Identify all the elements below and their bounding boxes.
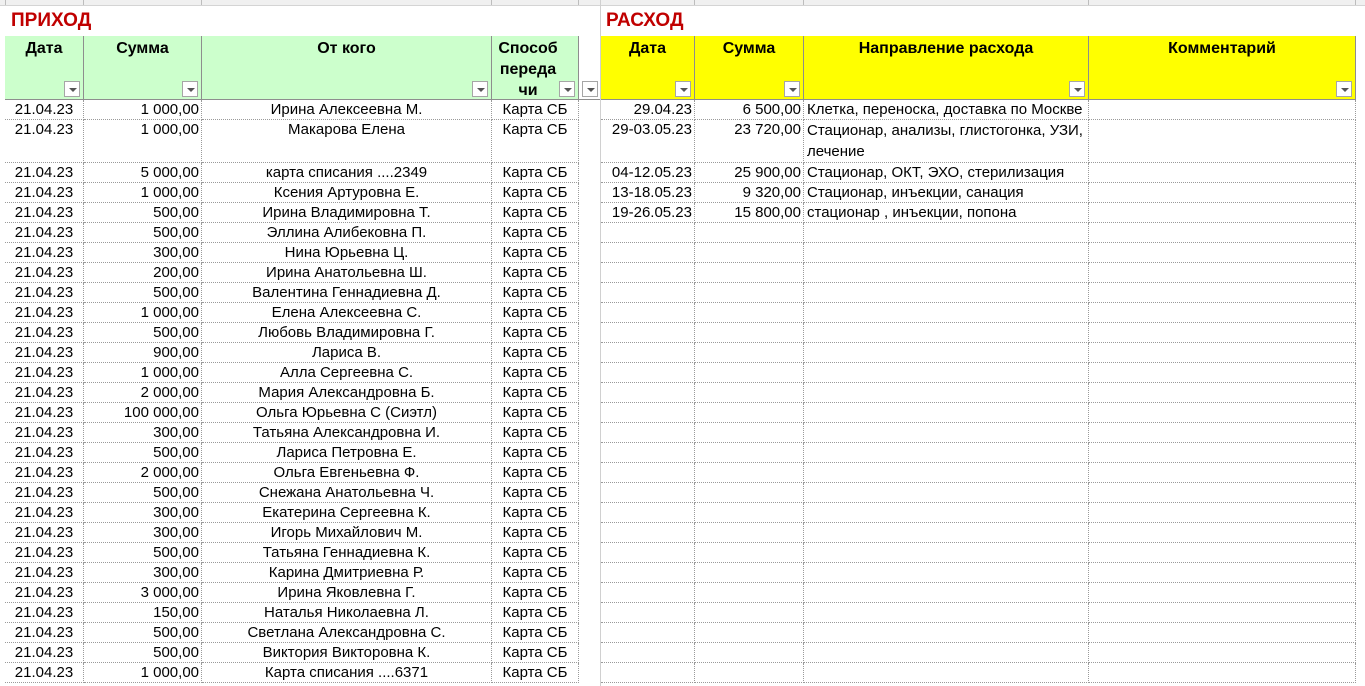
income-cell-date[interactable]: 21.04.23 bbox=[5, 623, 84, 643]
expense-cell-sum[interactable] bbox=[695, 243, 804, 263]
income-cell-method[interactable]: Карта СБ bbox=[492, 223, 579, 243]
expense-cell-date[interactable] bbox=[601, 303, 695, 323]
income-cell-date[interactable]: 21.04.23 bbox=[5, 463, 84, 483]
income-cell-method[interactable]: Карта СБ bbox=[492, 643, 579, 663]
expense-cell-direction[interactable]: Стационар, ОКТ, ЭХО, стерилизация bbox=[804, 163, 1089, 183]
expense-cell-sum[interactable] bbox=[695, 303, 804, 323]
income-cell-sum[interactable]: 1 000,00 bbox=[84, 663, 202, 683]
expense-cell-date[interactable] bbox=[601, 463, 695, 483]
expense-cell-comment[interactable] bbox=[1089, 243, 1356, 263]
expense-cell-direction[interactable] bbox=[804, 443, 1089, 463]
expense-cell-date[interactable] bbox=[601, 483, 695, 503]
income-cell-method[interactable]: Карта СБ bbox=[492, 443, 579, 463]
expense-cell-direction[interactable] bbox=[804, 223, 1089, 243]
income-cell-date[interactable]: 21.04.23 bbox=[5, 503, 84, 523]
expense-cell-date[interactable] bbox=[601, 343, 695, 363]
expense-cell-direction[interactable] bbox=[804, 403, 1089, 423]
filter-dropdown-icon[interactable] bbox=[582, 81, 598, 97]
filter-dropdown-icon[interactable] bbox=[1069, 81, 1085, 97]
income-cell-date[interactable]: 21.04.23 bbox=[5, 543, 84, 563]
income-cell-method[interactable]: Карта СБ bbox=[492, 403, 579, 423]
expense-cell-date[interactable] bbox=[601, 623, 695, 643]
expense-cell-direction[interactable] bbox=[804, 643, 1089, 663]
income-cell-sum[interactable]: 2 000,00 bbox=[84, 383, 202, 403]
income-header-sum-label: Сумма bbox=[116, 40, 169, 57]
income-cell-method[interactable]: Карта СБ bbox=[492, 503, 579, 523]
income-cell-date[interactable]: 21.04.23 bbox=[5, 363, 84, 383]
income-cell-from[interactable]: Наталья Николаевна Л. bbox=[202, 603, 492, 623]
income-cell-method[interactable]: Карта СБ bbox=[492, 263, 579, 283]
filter-dropdown-icon[interactable] bbox=[675, 81, 691, 97]
income-cell-sum[interactable]: 1 000,00 bbox=[84, 100, 202, 120]
income-cell-sum[interactable]: 300,00 bbox=[84, 243, 202, 263]
expense-cell-sum[interactable] bbox=[695, 403, 804, 423]
expense-cell-comment[interactable] bbox=[1089, 403, 1356, 423]
expense-cell-direction[interactable] bbox=[804, 323, 1089, 343]
income-cell-method[interactable]: Карта СБ bbox=[492, 243, 579, 263]
expense-cell-date[interactable] bbox=[601, 603, 695, 623]
income-header-from-label: От кого bbox=[317, 40, 376, 57]
filter-dropdown-icon[interactable] bbox=[784, 81, 800, 97]
expense-cell-comment[interactable] bbox=[1089, 383, 1356, 403]
income-cell-method[interactable]: Карта СБ bbox=[492, 463, 579, 483]
income-cell-date[interactable]: 21.04.23 bbox=[5, 523, 84, 543]
income-cell-sum[interactable]: 300,00 bbox=[84, 523, 202, 543]
income-cell-sum[interactable]: 500,00 bbox=[84, 283, 202, 303]
income-cell-sum[interactable]: 500,00 bbox=[84, 223, 202, 243]
income-cell-from[interactable]: Ирина Владимировна Т. bbox=[202, 203, 492, 223]
income-header-method bbox=[492, 36, 579, 100]
income-cell-sum[interactable]: 1 000,00 bbox=[84, 120, 202, 163]
income-header-method-label: Способ передачи bbox=[498, 40, 558, 99]
income-cell-method[interactable]: Карта СБ bbox=[492, 363, 579, 383]
expense-cell-date[interactable] bbox=[601, 423, 695, 443]
income-cell-method[interactable]: Карта СБ bbox=[492, 423, 579, 443]
expense-cell-sum[interactable] bbox=[695, 563, 804, 583]
expense-cell-comment[interactable] bbox=[1089, 463, 1356, 483]
expense-cell-direction[interactable] bbox=[804, 243, 1089, 263]
income-cell-sum[interactable]: 500,00 bbox=[84, 643, 202, 663]
income-cell-from[interactable]: Елена Алексеевна С. bbox=[202, 303, 492, 323]
expense-cell-comment[interactable] bbox=[1089, 483, 1356, 503]
expense-cell-comment[interactable] bbox=[1089, 100, 1356, 120]
expense-cell-date[interactable] bbox=[601, 363, 695, 383]
expense-cell-comment[interactable] bbox=[1089, 163, 1356, 183]
filter-dropdown-icon[interactable] bbox=[64, 81, 80, 97]
income-cell-date[interactable]: 21.04.23 bbox=[5, 183, 84, 203]
income-cell-method[interactable]: Карта СБ bbox=[492, 203, 579, 223]
income-cell-from[interactable]: Ксения Артуровна Е. bbox=[202, 183, 492, 203]
income-cell-from[interactable]: Нина Юрьевна Ц. bbox=[202, 243, 492, 263]
income-cell-sum[interactable]: 200,00 bbox=[84, 263, 202, 283]
expense-cell-date[interactable] bbox=[601, 563, 695, 583]
income-cell-date[interactable]: 21.04.23 bbox=[5, 583, 84, 603]
expense-cell-direction[interactable] bbox=[804, 483, 1089, 503]
expense-cell-sum[interactable] bbox=[695, 583, 804, 603]
income-cell-method[interactable]: Карта СБ bbox=[492, 100, 579, 120]
income-cell-method[interactable]: Карта СБ bbox=[492, 323, 579, 343]
expense-cell-comment[interactable] bbox=[1089, 203, 1356, 223]
expense-cell-date[interactable]: 13-18.05.23 bbox=[601, 183, 695, 203]
expense-cell-comment[interactable] bbox=[1089, 623, 1356, 643]
expense-cell-sum[interactable] bbox=[695, 523, 804, 543]
expense-cell-date[interactable] bbox=[601, 323, 695, 343]
expense-cell-comment[interactable] bbox=[1089, 363, 1356, 383]
expense-cell-direction[interactable] bbox=[804, 463, 1089, 483]
income-cell-sum[interactable]: 1 000,00 bbox=[84, 183, 202, 203]
income-cell-sum[interactable]: 100 000,00 bbox=[84, 403, 202, 423]
income-cell-from[interactable]: Карта списания ....6371 bbox=[202, 663, 492, 683]
expense-cell-date[interactable] bbox=[601, 283, 695, 303]
expense-cell-sum[interactable]: 25 900,00 bbox=[695, 163, 804, 183]
expense-cell-sum[interactable] bbox=[695, 643, 804, 663]
income-title: ПРИХОД bbox=[11, 10, 92, 31]
income-cell-sum[interactable]: 5 000,00 bbox=[84, 163, 202, 183]
income-cell-date[interactable]: 21.04.23 bbox=[5, 423, 84, 443]
expense-cell-comment[interactable] bbox=[1089, 523, 1356, 543]
expense-cell-date[interactable] bbox=[601, 383, 695, 403]
filter-dropdown-icon[interactable] bbox=[1336, 81, 1352, 97]
expense-cell-sum[interactable] bbox=[695, 603, 804, 623]
expense-cell-direction[interactable] bbox=[804, 543, 1089, 563]
income-cell-date[interactable]: 21.04.23 bbox=[5, 243, 84, 263]
income-cell-from[interactable]: Светлана Александровна С. bbox=[202, 623, 492, 643]
expense-cell-date[interactable] bbox=[601, 443, 695, 463]
expense-cell-direction[interactable] bbox=[804, 343, 1089, 363]
expense-cell-sum[interactable] bbox=[695, 223, 804, 243]
income-cell-method[interactable]: Карта СБ bbox=[492, 663, 579, 683]
income-cell-date[interactable]: 21.04.23 bbox=[5, 303, 84, 323]
expense-cell-comment[interactable] bbox=[1089, 563, 1356, 583]
expense-cell-sum[interactable] bbox=[695, 663, 804, 683]
income-cell-sum[interactable]: 3 000,00 bbox=[84, 583, 202, 603]
income-cell-from[interactable]: Алла Сергеевна С. bbox=[202, 363, 492, 383]
income-cell-from[interactable]: карта списания ....2349 bbox=[202, 163, 492, 183]
expense-cell-sum[interactable] bbox=[695, 503, 804, 523]
expense-cell-sum[interactable] bbox=[695, 283, 804, 303]
income-cell-date[interactable]: 21.04.23 bbox=[5, 343, 84, 363]
expense-cell-sum[interactable] bbox=[695, 463, 804, 483]
expense-cell-comment[interactable] bbox=[1089, 283, 1356, 303]
expense-cell-sum[interactable] bbox=[695, 343, 804, 363]
expense-cell-comment[interactable] bbox=[1089, 223, 1356, 243]
expense-cell-comment[interactable] bbox=[1089, 543, 1356, 563]
expense-cell-direction[interactable] bbox=[804, 263, 1089, 283]
income-cell-from[interactable]: Игорь Михайлович М. bbox=[202, 523, 492, 543]
expense-header-comment-label: Комментарий bbox=[1168, 40, 1276, 57]
expense-cell-sum[interactable] bbox=[695, 383, 804, 403]
expense-header-date bbox=[601, 36, 695, 100]
expense-cell-date[interactable] bbox=[601, 643, 695, 663]
income-cell-sum[interactable]: 150,00 bbox=[84, 603, 202, 623]
income-cell-date[interactable]: 21.04.23 bbox=[5, 100, 84, 120]
expense-cell-sum[interactable] bbox=[695, 483, 804, 503]
income-cell-from[interactable]: Ирина Яковлевна Г. bbox=[202, 583, 492, 603]
expense-cell-direction[interactable]: Стационар, анализы, глистогонка, УЗИ, лечение bbox=[804, 120, 1089, 163]
expense-cell-sum[interactable]: 23 720,00 bbox=[695, 120, 804, 163]
income-cell-sum[interactable]: 1 000,00 bbox=[84, 363, 202, 383]
filter-dropdown-icon[interactable] bbox=[472, 81, 488, 97]
income-cell-from[interactable]: Татьяна Геннадиевна К. bbox=[202, 543, 492, 563]
expense-cell-direction[interactable] bbox=[804, 363, 1089, 383]
expense-cell-direction[interactable] bbox=[804, 423, 1089, 443]
expense-cell-comment[interactable] bbox=[1089, 323, 1356, 343]
income-cell-from[interactable]: Мария Александровна Б. bbox=[202, 383, 492, 403]
income-cell-method[interactable]: Карта СБ bbox=[492, 623, 579, 643]
expense-cell-date[interactable] bbox=[601, 403, 695, 423]
expense-table bbox=[601, 36, 1365, 686]
filter-dropdown-icon[interactable] bbox=[559, 81, 575, 97]
expense-cell-comment[interactable] bbox=[1089, 343, 1356, 363]
income-cell-date[interactable]: 21.04.23 bbox=[5, 483, 84, 503]
income-header-date-label: Дата bbox=[25, 40, 63, 57]
expense-cell-direction[interactable] bbox=[804, 603, 1089, 623]
income-cell-from[interactable]: Макарова Елена bbox=[202, 120, 492, 163]
expense-cell-direction[interactable] bbox=[804, 563, 1089, 583]
expense-cell-direction[interactable]: Стационар, инъекции, санация bbox=[804, 183, 1089, 203]
income-cell-from[interactable]: Ольга Евгеньевна Ф. bbox=[202, 463, 492, 483]
income-cell-method[interactable]: Карта СБ bbox=[492, 303, 579, 323]
expense-cell-sum[interactable] bbox=[695, 443, 804, 463]
expense-header-direction bbox=[804, 36, 1089, 100]
income-cell-from[interactable]: Лариса Петровна Е. bbox=[202, 443, 492, 463]
income-cell-from[interactable]: Карина Дмитриевна Р. bbox=[202, 563, 492, 583]
filter-dropdown-icon[interactable] bbox=[182, 81, 198, 97]
expense-cell-comment[interactable] bbox=[1089, 303, 1356, 323]
income-cell-sum[interactable]: 500,00 bbox=[84, 483, 202, 503]
income-cell-date[interactable]: 21.04.23 bbox=[5, 120, 84, 163]
income-cell-date[interactable]: 21.04.23 bbox=[5, 323, 84, 343]
income-cell-from[interactable]: Ирина Анатольевна Ш. bbox=[202, 263, 492, 283]
income-cell-from[interactable]: Ирина Алексеевна М. bbox=[202, 100, 492, 120]
income-cell-sum[interactable]: 300,00 bbox=[84, 423, 202, 443]
expense-cell-direction[interactable]: Клетка, переноска, доставка по Москве bbox=[804, 100, 1089, 120]
income-cell-method[interactable]: Карта СБ bbox=[492, 523, 579, 543]
income-cell-method[interactable]: Карта СБ bbox=[492, 343, 579, 363]
expense-header-date-label: Дата bbox=[628, 40, 667, 57]
expense-cell-date[interactable] bbox=[601, 223, 695, 243]
income-cell-from[interactable]: Виктория Викторовна К. bbox=[202, 643, 492, 663]
expense-cell-comment[interactable] bbox=[1089, 423, 1356, 443]
expense-cell-sum[interactable] bbox=[695, 423, 804, 443]
expense-cell-direction[interactable] bbox=[804, 303, 1089, 323]
expense-cell-sum[interactable] bbox=[695, 623, 804, 643]
expense-cell-comment[interactable] bbox=[1089, 583, 1356, 603]
income-cell-method[interactable]: Карта СБ bbox=[492, 483, 579, 503]
expense-cell-date[interactable] bbox=[601, 503, 695, 523]
expense-cell-comment[interactable] bbox=[1089, 263, 1356, 283]
expense-cell-date[interactable] bbox=[601, 663, 695, 683]
income-cell-from[interactable]: Татьяна Александровна И. bbox=[202, 423, 492, 443]
expense-cell-comment[interactable] bbox=[1089, 120, 1356, 163]
income-cell-date[interactable]: 21.04.23 bbox=[5, 663, 84, 683]
expense-header-direction-label: Направление расхода bbox=[858, 40, 1034, 57]
income-table bbox=[0, 36, 600, 686]
expense-header-comment bbox=[1089, 36, 1356, 100]
income-cell-from[interactable]: Любовь Владимировна Г. bbox=[202, 323, 492, 343]
expense-cell-date[interactable]: 19-26.05.23 bbox=[601, 203, 695, 223]
expense-cell-sum[interactable]: 9 320,00 bbox=[695, 183, 804, 203]
expense-cell-direction[interactable] bbox=[804, 503, 1089, 523]
income-cell-date[interactable]: 21.04.23 bbox=[5, 403, 84, 423]
expense-title: РАСХОД bbox=[606, 10, 684, 31]
expense-cell-date[interactable]: 29-03.05.23 bbox=[601, 120, 695, 163]
income-cell-date[interactable]: 21.04.23 bbox=[5, 263, 84, 283]
expense-cell-direction[interactable] bbox=[804, 283, 1089, 303]
expense-cell-comment[interactable] bbox=[1089, 643, 1356, 663]
income-cell-sum[interactable]: 300,00 bbox=[84, 503, 202, 523]
income-cell-method[interactable]: Карта СБ bbox=[492, 163, 579, 183]
income-cell-from[interactable]: Ольга Юрьевна С (Сиэтл) bbox=[202, 403, 492, 423]
expense-cell-comment[interactable] bbox=[1089, 663, 1356, 683]
income-cell-method[interactable]: Карта СБ bbox=[492, 183, 579, 203]
income-cell-method[interactable]: Карта СБ bbox=[492, 583, 579, 603]
expense-cell-direction[interactable] bbox=[804, 583, 1089, 603]
income-cell-method[interactable]: Карта СБ bbox=[492, 563, 579, 583]
income-cell-sum[interactable]: 1 000,00 bbox=[84, 303, 202, 323]
income-header-date bbox=[5, 36, 84, 100]
income-cell-sum[interactable]: 2 000,00 bbox=[84, 463, 202, 483]
extra-filter-cell bbox=[579, 36, 600, 100]
expense-cell-date[interactable] bbox=[601, 583, 695, 603]
income-cell-from[interactable]: Снежана Анатольевна Ч. bbox=[202, 483, 492, 503]
expense-cell-direction[interactable] bbox=[804, 523, 1089, 543]
column-header-strip bbox=[0, 0, 1365, 6]
expense-cell-date[interactable] bbox=[601, 243, 695, 263]
expense-cell-sum[interactable]: 6 500,00 bbox=[695, 100, 804, 120]
expense-cell-direction[interactable] bbox=[804, 663, 1089, 683]
expense-cell-date[interactable]: 04-12.05.23 bbox=[601, 163, 695, 183]
income-cell-date[interactable]: 21.04.23 bbox=[5, 643, 84, 663]
income-cell-sum[interactable]: 500,00 bbox=[84, 543, 202, 563]
expense-cell-sum[interactable] bbox=[695, 363, 804, 383]
income-cell-date[interactable]: 21.04.23 bbox=[5, 563, 84, 583]
income-cell-sum[interactable]: 500,00 bbox=[84, 203, 202, 223]
income-cell-from[interactable]: Лариса В. bbox=[202, 343, 492, 363]
expense-cell-date[interactable] bbox=[601, 523, 695, 543]
expense-cell-comment[interactable] bbox=[1089, 503, 1356, 523]
expense-cell-date[interactable] bbox=[601, 263, 695, 283]
expense-cell-date[interactable] bbox=[601, 543, 695, 563]
income-cell-sum[interactable]: 500,00 bbox=[84, 323, 202, 343]
income-cell-method[interactable]: Карта СБ bbox=[492, 603, 579, 623]
income-cell-sum[interactable]: 900,00 bbox=[84, 343, 202, 363]
expense-header-sum bbox=[695, 36, 804, 100]
income-cell-sum[interactable]: 500,00 bbox=[84, 623, 202, 643]
income-cell-date[interactable]: 21.04.23 bbox=[5, 223, 84, 243]
expense-cell-sum[interactable] bbox=[695, 263, 804, 283]
expense-cell-sum[interactable] bbox=[695, 543, 804, 563]
expense-cell-comment[interactable] bbox=[1089, 183, 1356, 203]
income-cell-date[interactable]: 21.04.23 bbox=[5, 443, 84, 463]
income-cell-date[interactable]: 21.04.23 bbox=[5, 603, 84, 623]
expense-cell-comment[interactable] bbox=[1089, 443, 1356, 463]
expense-cell-direction[interactable]: стационар , инъекции, попона bbox=[804, 203, 1089, 223]
expense-cell-date[interactable]: 29.04.23 bbox=[601, 100, 695, 120]
income-cell-date[interactable]: 21.04.23 bbox=[5, 383, 84, 403]
income-cell-method[interactable]: Карта СБ bbox=[492, 283, 579, 303]
income-cell-sum[interactable]: 300,00 bbox=[84, 563, 202, 583]
expense-cell-sum[interactable] bbox=[695, 323, 804, 343]
income-cell-method[interactable]: Карта СБ bbox=[492, 120, 579, 163]
income-cell-sum[interactable]: 500,00 bbox=[84, 443, 202, 463]
expense-cell-direction[interactable] bbox=[804, 623, 1089, 643]
income-cell-method[interactable]: Карта СБ bbox=[492, 383, 579, 403]
income-header-sum bbox=[84, 36, 202, 100]
income-cell-date[interactable]: 21.04.23 bbox=[5, 163, 84, 183]
income-cell-date[interactable]: 21.04.23 bbox=[5, 203, 84, 223]
income-cell-from[interactable]: Эллина Алибековна П. bbox=[202, 223, 492, 243]
income-cell-date[interactable]: 21.04.23 bbox=[5, 283, 84, 303]
income-cell-from[interactable]: Валентина Геннадиевна Д. bbox=[202, 283, 492, 303]
income-cell-from[interactable]: Екатерина Сергеевна К. bbox=[202, 503, 492, 523]
expense-cell-direction[interactable] bbox=[804, 383, 1089, 403]
expense-cell-sum[interactable]: 15 800,00 bbox=[695, 203, 804, 223]
income-cell-method[interactable]: Карта СБ bbox=[492, 543, 579, 563]
expense-header-sum-label: Сумма bbox=[722, 40, 776, 57]
income-header-from bbox=[202, 36, 492, 100]
expense-cell-comment[interactable] bbox=[1089, 603, 1356, 623]
